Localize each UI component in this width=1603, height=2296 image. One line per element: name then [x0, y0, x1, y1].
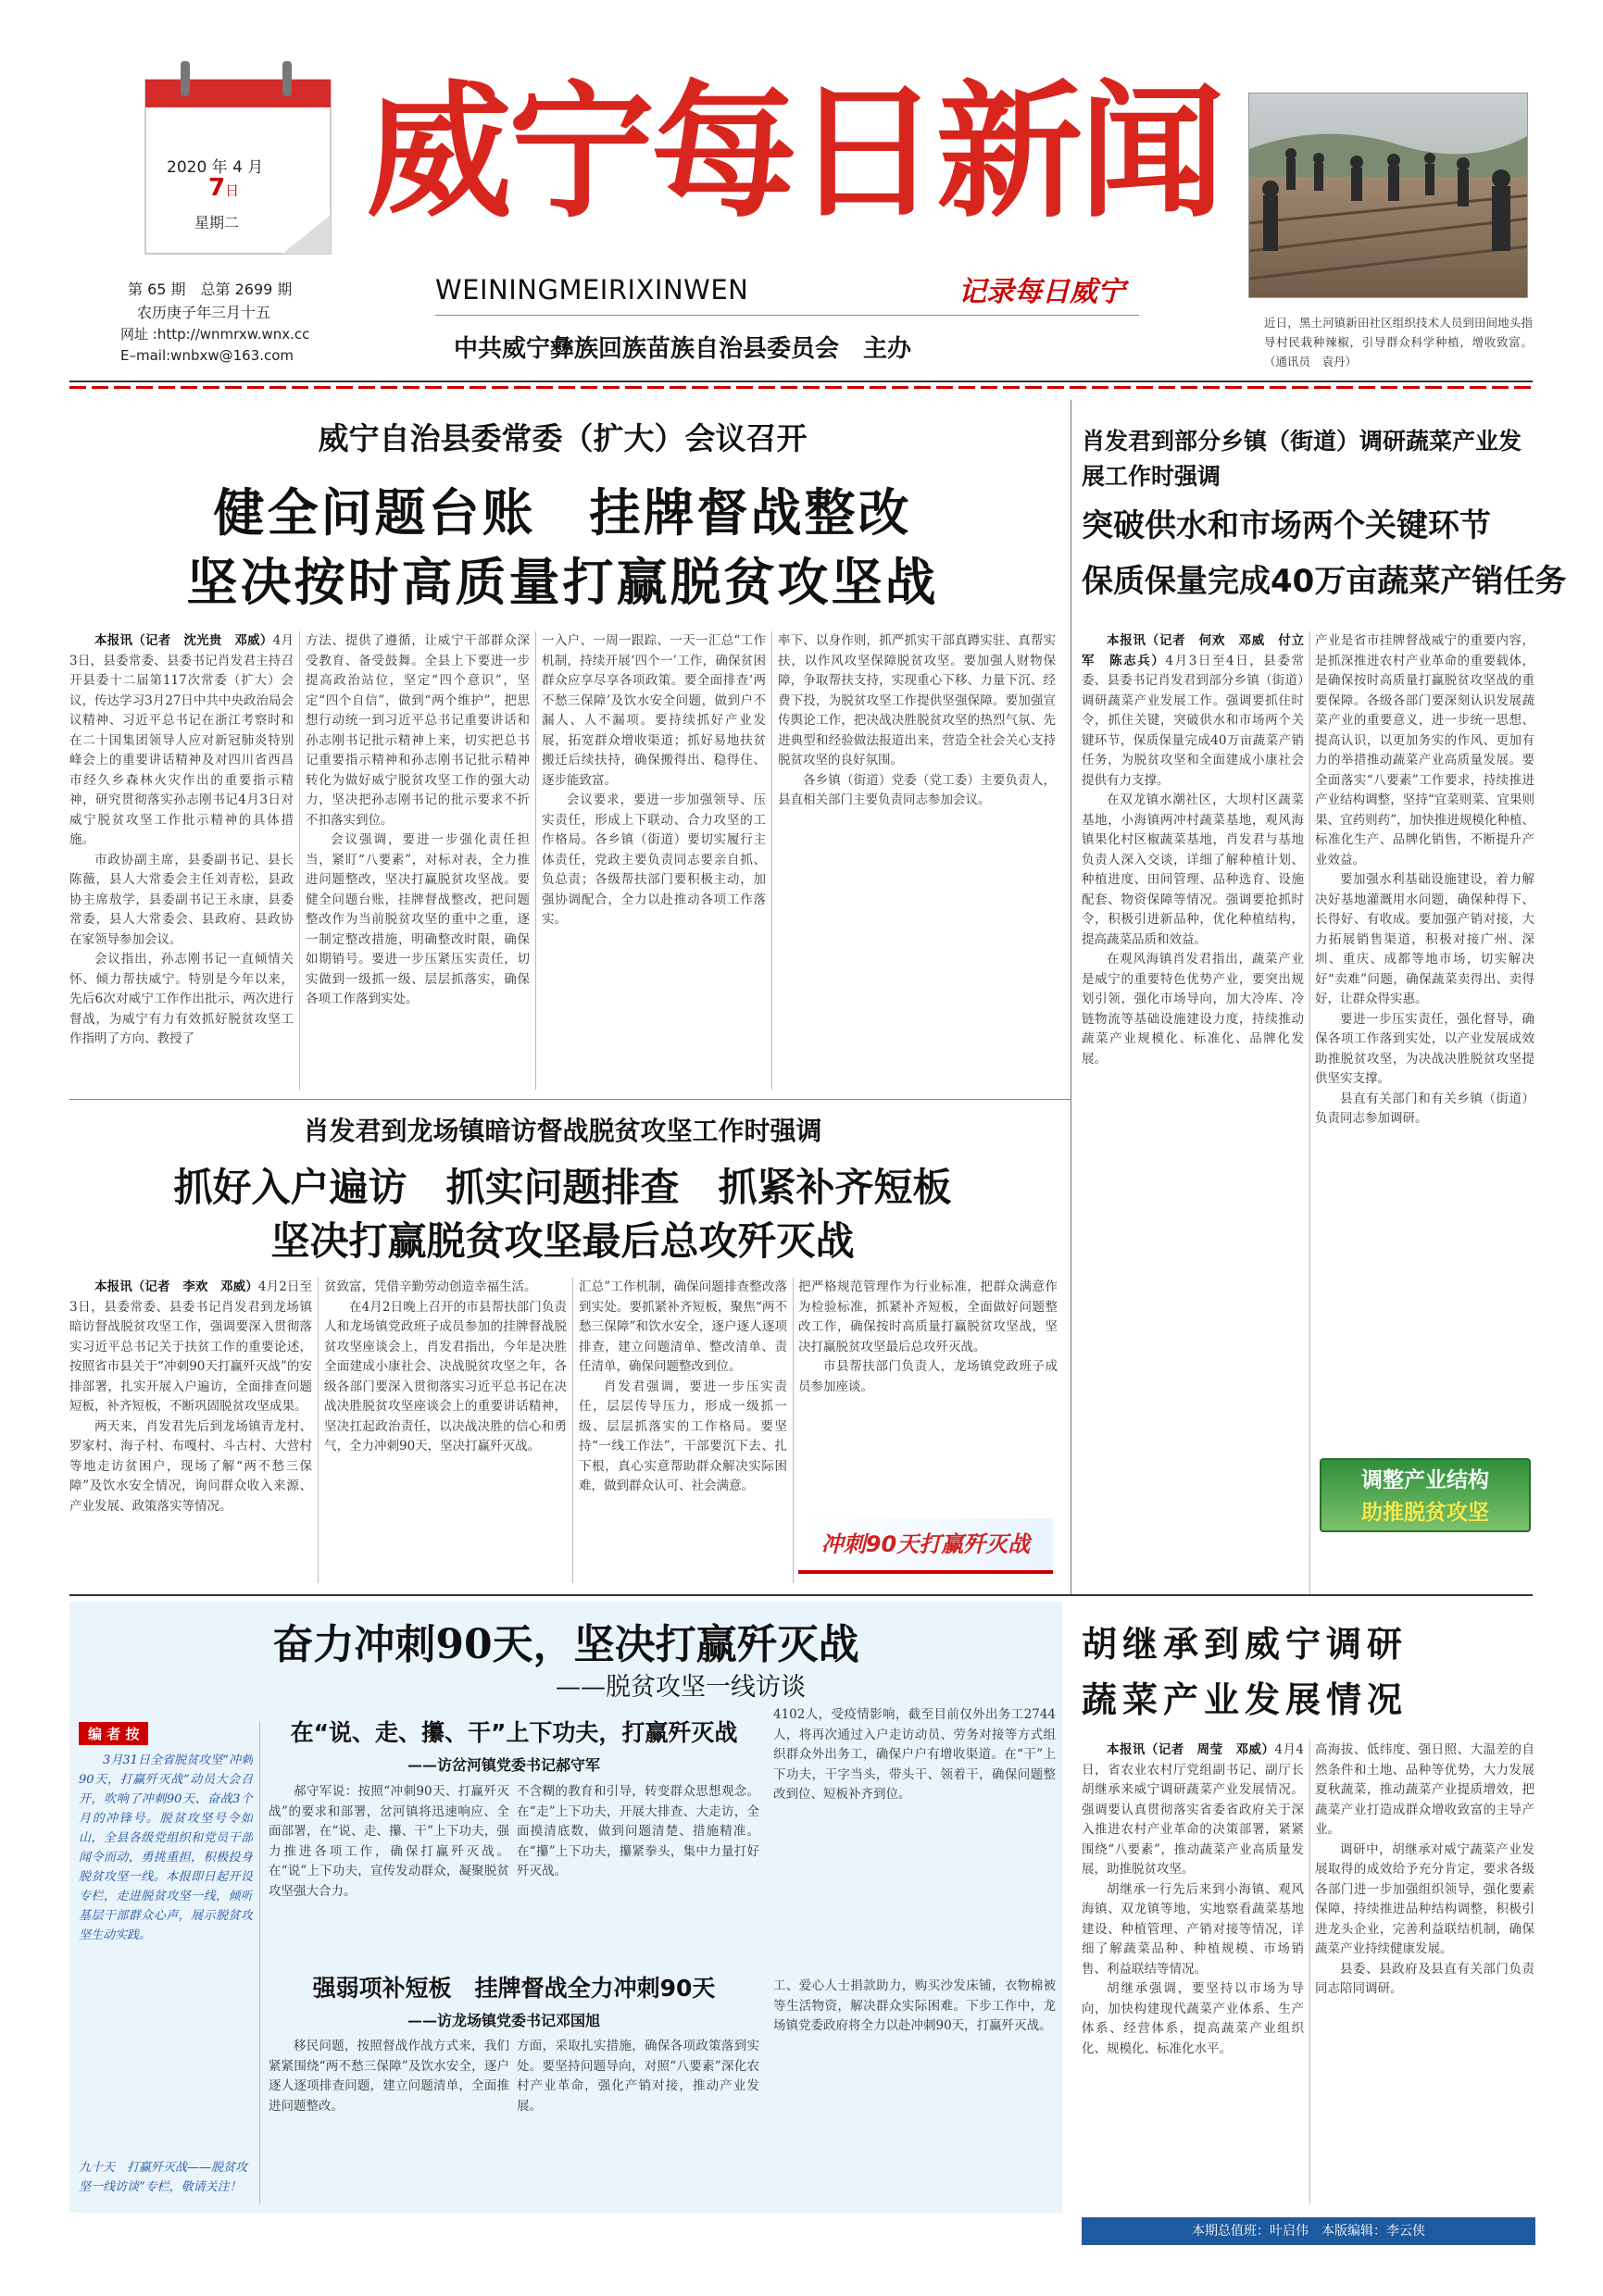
article2-col2 — [1315, 631, 1534, 1451]
editor-note-tail: 九十天 打赢歼灭战——脱贫攻坚一线访谈”专栏，敬请关注！ — [79, 2161, 248, 2194]
article1-kicker: 威宁自治县委常委（扩大）会议召开 — [318, 420, 808, 456]
title-pinyin: WEININGMEIRIXINWEN — [435, 274, 749, 306]
date-day-unit: 日 — [225, 182, 240, 199]
article1-title-line2: 坚决按时高质量打赢脱贫攻坚战 — [186, 553, 939, 612]
article4-col1 — [1082, 1741, 1304, 2203]
article1-col4b: 各乡镇（街道）党委（党工委）主要负责人，县直相关部门主要负责同志参加会议。 — [778, 772, 1056, 807]
article1-col3b: 会议要求，要进一步加强领导、压实责任，形成上下联动、合力攻坚的工作格局。各乡镇（街道）要切实履行主体责任，党政主要负责同志要亲自抓、负总责；各级帮扶部门要积极主动，加强协调配合，全力以赴推动各项工作落实。 — [542, 792, 766, 927]
article2-col1 — [1082, 631, 1304, 1594]
feature-sub1-col2-text: 不含糊的教育和引导，转变群众思想观念。在“走”上下功夫，开展大排查、大走访，全面摸清底数，做到问题清楚、措施精准。在“攥”上下功夫，攥紧拳头，集中力量打好歼灭战。 — [517, 1784, 759, 1878]
article3-col2 — [324, 1278, 567, 1583]
editor-note-label: 编 者 按 — [79, 1722, 148, 1745]
article3-col4b: 市县帮扶部门负责人，龙场镇党政班子成员参加座谈。 — [798, 1359, 1058, 1394]
article1-col3 — [542, 631, 766, 1090]
article1-col1-text: 4月3日，县委常委、县委书记肖发君主持召开县委十二届第117次常委（扩大）会议，传达学习3月27日中共中央政治局会议精神、习近平总书记在浙江考察时和在二十国集团领导人应对新冠肺炎特别峰会上的重要讲话精神及对四川省西昌市经久乡森林火灾作出的重要指示精神，研究贯彻落实孙志刚书记4月3日对威宁脱贫攻坚工作批示精神的具体措施。 — [69, 633, 294, 847]
article4-lede: 本报讯（记者 周莹 邓威） — [1107, 1742, 1275, 1757]
slogan: 记录每日威宁 — [958, 276, 1125, 308]
article4-col2b: 调研中，胡继承对威宁蔬菜产业发展取得的成效给予充分肯定，要求各级各部门进一步加强组织领导，强化要素保障，持续推进品种结构调整，积极引进龙头企业，完善利益联结机制，确保蔬菜产业持续健康发展。 — [1315, 1841, 1534, 1956]
article2-col1c: 在观风海镇肖发君指出，蔬菜产业是威宁的重要特色优势产业，要突出规划引领，强化市场导向，加大冷库、冷链物流等基础设施建设力度，持续推动蔬菜产业规模化、标准化、品牌化发展。 — [1082, 952, 1304, 1067]
feature-sub2-col1 — [269, 2037, 509, 2203]
website: 网址 :http://wnmrxw.wnx.cc — [120, 326, 310, 343]
feature-sub1-title: 在“说、走、攥、干”上下功夫，打赢歼灭战 — [290, 1719, 738, 1746]
article4-col2 — [1315, 1741, 1534, 2203]
article2-lede: 本报讯（记者 何欢 邓威 付立军 陈志兵） — [1082, 633, 1304, 668]
masthead-divider — [435, 315, 1139, 316]
feature-sub1-col2 — [517, 1782, 759, 1958]
article3-badge — [798, 1518, 1053, 1574]
date-day: 7 — [208, 174, 226, 202]
feature-sub1-col1-text: 郝守军说：按照“冲刺90天、打赢歼灭战”的要求和部署，岔河镇将迅速响应、全面部署，在“说、走、攥、干”上下功夫，强力推进各项工作，确保打赢歼灭战。在“说”上下功夫，宣传发动群众，凝聚脱贫攻坚强大合力。 — [269, 1784, 509, 1899]
feature-sub1-col3 — [773, 1705, 1056, 1958]
article2-badge-line2: 助推脱贫攻坚 — [1361, 1501, 1489, 1525]
weekday: 星期二 — [194, 214, 240, 231]
article2-col1-text: 4月3日至4日，县委常委、县委书记肖发君到部分乡镇（街道）调研蔬菜产业发展工作。强调要抓住时令，抓住关键，突破供水和市场两个关键环节，保质保量完成40万亩蔬菜产销任务，为脱贫攻坚和全面建成小康社会提供有力支撑。 — [1082, 653, 1304, 788]
article3-col2b: 在4月2日晚上召开的市县帮扶部门负责人和龙场镇党政班子成员参加的挂牌督战脱贫攻坚座谈会上，肖发君指出，今年是决胜全面建成小康社会、决战脱贫攻坚之年，各级各部门要深入贯彻落实习近平总书记在决战决胜脱贫攻坚座谈会上的重要讲话精神，坚决扛起政治责任，以决战决胜的信心和勇气，全力冲刺90天，坚决打赢歼灭战。 — [324, 1299, 567, 1454]
article3-col3 — [579, 1278, 787, 1583]
article2-col1b: 在双龙镇水潮社区，大坝村区蔬菜基地，小海镇两冲村蔬菜基地，观风海镇果化村区椒蔬菜基地，肖发君与基地负责人深入交谈，详细了解种植计划、种植进度、田间管理、品种选育、设施配套、物资保障等情况。强调要抢抓时令，积极引进新品种，优化种植结构，提高蔬菜品质和效益。 — [1082, 792, 1304, 947]
editor-bar — [1082, 2217, 1535, 2245]
article4-col1-text: 4月4日，省农业农村厅党组副书记、副厅长胡继承来威宁调研蔬菜产业发展情况。强调要认真贯彻落实省委省政府关于深入推进农村产业革命的决策部署，紧紧围绕“八要素”，推动蔬菜产业高质量发展，助推脱贫攻坚。 — [1082, 1742, 1304, 1877]
feature-sub2-col3 — [773, 1977, 1056, 2203]
editor-bar-text: 本期总值班：叶启伟 本版编辑：李云侠 — [1192, 2224, 1425, 2239]
article3-col1b: 两天来，肖发君先后到龙场镇青龙村、罗家村、海子村、布嘎村、斗古村、大营村等地走访贫困户，现场了解“两不愁三保障”及饮水安全情况，询问群众收入来源、产业发展、政策落实等情况。 — [69, 1418, 312, 1514]
article4-col1c: 胡继承强调，要坚持以市场为导向，加快构建现代蔬菜产业体系、生产体系、经营体系，提高蔬菜产业组织化、规模化、标准化水平。 — [1082, 1981, 1304, 2056]
feature-sub1-byline: ——访岔河镇党委书记郝守军 — [407, 1756, 601, 1774]
article2-col2d: 县直有关部门和有关乡镇（街道）负责同志参加调研。 — [1315, 1091, 1534, 1126]
article1-col4-text: 率下、以身作则，抓严抓实干部真蹲实驻、真帮实扶，以作风攻坚保障脱贫攻坚。要加强人财物保障，争取帮扶支持，实现重心下移、力量下沉、经费下投，为脱贫攻坚工作提供坚强保障。要加强宣传舆论工作，把决战决胜脱贫攻坚的热烈气氛、先进典型和经验做法报道出来，营造全社会关心支持脱贫攻坚的良好氛围。 — [778, 633, 1056, 767]
feature-title: 奋力冲刺90天，坚决打赢歼灭战 — [272, 1621, 859, 1668]
newspaper-title: 威宁每日新闻 — [366, 68, 1221, 238]
feature-sub2-byline: ——访龙场镇党委书记邓国旭 — [407, 2012, 601, 2029]
feature-sub1-col3-text: 4102人，受疫情影响，截至目前仅外出务工2744人，将再次通过入户走访动员、劳务对接等方式组织群众外出务工，确保户户有增收渠道。在“干”上下功夫，干字当头，带头干、领着干，确保问题整改到位、短板补齐到位。 — [773, 1707, 1056, 1802]
feature-sub2-title: 强弱项补短板 挂牌督战全力冲刺90天 — [312, 1975, 716, 2002]
feature-sub1-col1 — [269, 1782, 509, 1958]
front-photo — [1248, 93, 1528, 298]
article3-col3b: 肖发君强调，要进一步压实责任，层层传导压力，形成一级抓一级、层层抓落实的工作格局。要坚持“一线工作法”，干部要沉下去、扎下根，真心实意帮助群众解决实际困难，做到群众认可、社会满意。 — [579, 1379, 787, 1493]
article3-col3-text: 汇总”工作机制，确保问题排查整改落到实处。要抓紧补齐短板，聚焦“两不愁三保障”和饮水安全，逐户逐人逐项排查，建立问题清单、整改清单、责任清单，确保问题整改到位。 — [579, 1279, 787, 1374]
article2-badge-line1: 调整产业结构 — [1361, 1468, 1489, 1492]
article4-col2-text: 高海拔、低纬度、强日照、大温差的自然条件和土地、品种等优势，大力发展夏秋蔬菜，推动蔬菜产业提质增效，把蔬菜产业打造成群众增收致富的主导产业。 — [1315, 1742, 1534, 1837]
article2-col2c: 要进一步压实责任，强化督导，确保各项工作落到实处，以产业发展成效助推脱贫攻坚，为决战决胜脱贫攻坚提供坚实支撑。 — [1315, 1011, 1534, 1086]
article1-col1 — [69, 631, 294, 1090]
article2-title-line1: 突破供水和市场两个关键环节 — [1082, 507, 1491, 544]
feature-sub2-col1-text: 移民问题，按照督战作战方式来，我们紧紧围绕“两不愁三保障”及饮水安全，逐户逐人逐项排查问题，建立问题清单，全面推进问题整改。 — [269, 2039, 509, 2114]
article3-col2-text: 贫致富，凭借辛勤劳动创造幸福生活。 — [324, 1279, 537, 1294]
article3-col1 — [69, 1278, 312, 1583]
article4-col1b: 胡继承一行先后来到小海镇、观风海镇、双龙镇等地，实地察看蔬菜基地建设、种植管理、产销对接等情况，详细了解蔬菜品种、种植规模、市场销售、利益联结等情况。 — [1082, 1881, 1304, 1977]
article1-title-line1: 健全问题台账 挂牌督战整改 — [213, 483, 912, 543]
article2-title-line2: 保质保量完成40万亩蔬菜产销任务 — [1082, 563, 1567, 600]
lunar-date: 农历庚子年三月十五 — [137, 304, 271, 321]
article3-kicker: 肖发君到龙场镇暗访督战脱贫攻坚工作时强调 — [303, 1116, 822, 1146]
article3-badge-text: 冲刺90天打赢歼灭战 — [820, 1531, 1031, 1557]
feature-subtitle: ——脱贫攻坚一线访谈 — [556, 1673, 806, 1702]
article1-col2-text: 方法、提供了遵循，让威宁干部群众深受教育、备受鼓舞。全县上下要进一步提高政治站位，坚定“四个意识”，坚定“四个自信”，做到“两个维护”，把思想行动统一到习近平总书记重要讲话和孙志刚书记批示精神上来，切实把总书记重要指示精神和孙志刚书记批示精神转化为做好威宁脱贫攻坚工作的强大动力，坚决把孙志刚书记的批示要求不折不扣落实到位。 — [306, 633, 530, 828]
masthead-rule-decor — [69, 386, 1533, 389]
article1-col2 — [306, 631, 530, 1090]
feature-sub2-col2 — [517, 2037, 759, 2203]
email: E–mail:wnbxw@163.com — [120, 347, 294, 364]
sponsor: 中共威宁彝族回族苗族自治县委员会 主办 — [454, 335, 912, 363]
article2-col2-text: 产业是省市挂牌督战威宁的重要内容，是抓深推进农村产业革命的重要载体，是确保按时高质量打赢脱贫攻坚战的重要保障。各级各部门要深刻认识发展蔬菜产业的重要意义，进一步统一思想、提高认识，以更加务实的作风、更加有力的举措推动蔬菜产业高质量发展。要全面落实“八要素”工作要求，持续推进产业结构调整，坚持“宜菜则菜、宜果则果、宜药则药”，加快推进规模化种植、标准化生产、品牌化销售，不断提升产业效益。 — [1315, 633, 1534, 867]
masthead-rule — [69, 381, 1533, 382]
editor-note-text: 3月31日全省脱贫攻坚“冲刺90天，打赢歼灭战”动员大会召开，吹响了冲刺90天、奋战3个月的冲锋号。脱贫攻坚号令如山，全县各级党组织和党员干部闻令而动，勇挑重担，积极投身脱贫攻坚一线。本报即日起开设专栏，走进脱贫攻坚一线，倾听基层干部群众心声，展示脱贫攻坚生动实践。 — [79, 1753, 253, 1942]
article2-col2b: 要加强水利基础设施建设，着力解决好基地灌溉用水问题，确保种得下、长得好、有收成。要加强产销对接，大力拓展销售渠道，积极对接广州、深圳、重庆、成都等地市场，切实解决好“卖难”问题，确保蔬菜卖得出、卖得好，让群众得实惠。 — [1315, 872, 1534, 1006]
article2-badge — [1320, 1458, 1531, 1532]
article3-col4 — [798, 1278, 1058, 1509]
article4-col2c: 县委、县政府及县直有关部门负责同志陪同调研。 — [1315, 1961, 1534, 1996]
article1-col1c: 会议指出，孙志刚书记一直倾情关怀、倾力帮扶威宁。特别是今年以来，先后6次对威宁工作作出批示，两次进行督战，为威宁有力有效抓好脱贫攻坚工作指明了方向、教授了 — [69, 952, 294, 1046]
article3-col4-text: 把严格规范管理作为行业标准，把群众满意作为检验标准，抓紧补齐短板，全面做好问题整改工作，确保按时高质量打赢脱贫攻坚战，坚决打赢脱贫攻坚最后总攻歼灭战。 — [798, 1279, 1058, 1354]
feature-sub2-col2-text: 方面，采取扎实措施，确保各项政策落到实处。要坚持问题导向，对照“八要素”深化农村产业革命，强化产销对接，推动产业发展。 — [517, 2039, 759, 2114]
issue-number: 第 65 期 总第 2699 期 — [128, 281, 293, 298]
article3-title-line2: 坚决打赢脱贫攻坚最后总攻歼灭战 — [270, 1218, 855, 1264]
date-year-month: 2020 年 4 月 — [167, 158, 264, 177]
article1-col1b: 市政协副主席，县委副书记、县长陈薇，县人大常委会主任刘青松，县政协主席敖学，县委副书记王永康，县委常委，县人大常委会、县政府、县政协在家领导参加会议。 — [69, 852, 294, 947]
feature-sub2-col3-text: 工、爱心人士捐款助力，购买沙发床铺，衣物棉被等生活物资，解决群众实际困难。下步工作中，龙场镇党委政府将全力以赴冲刺90天，打赢歼灭战。 — [773, 1978, 1056, 2033]
article1-col2b: 会议强调，要进一步强化责任担当，紧盯“八要素”，对标对表，全力推进问题整改，坚决打赢脱贫攻坚战。要健全问题台账，挂牌督战整改，把问题整改作为当前脱贫攻坚的重中之重，逐一制定整改措施，明确整改时限，确保如期销号。要进一步压紧压实责任，切实做到一级抓一级、层层抓落实，确保各项工作落到实处。 — [306, 832, 530, 1006]
article4-kicker: 胡继承到威宁调研 — [1082, 1624, 1409, 1665]
article3-title-line1: 抓好入户遍访 抓实问题排查 抓紧补齐短板 — [173, 1165, 952, 1210]
article1-col4 — [778, 631, 1056, 1090]
photo-caption: 近日，黑土河镇新田社区组织技术人员到田间地头指导村民栽种辣椒，引导群众科学种植，增收致富。（通讯员 袁丹） — [1264, 316, 1533, 368]
date-day-row — [208, 174, 239, 202]
article1-col3-text: 一入户、一周一跟踪、一天一汇总“工作机制，持续开展‘四个一’工作，确保贫困群众应享尽享各项政策。要全面排查‘两不愁三保障’及饮水安全问题，做到户不漏人、人不漏项。要持续抓好产业发展，拓宽群众增收渠道；抓好易地扶贫搬迁后续扶持，确保搬得出、稳得住、逐步能致富。 — [542, 633, 766, 788]
editor-note-box — [79, 1722, 253, 2203]
article2-kicker: 肖发君到部分乡镇（街道）调研蔬菜产业发展工作时强调 — [1082, 428, 1522, 490]
article4-title-line2: 蔬菜产业发展情况 — [1082, 1679, 1409, 1720]
article3-lede: 本报讯（记者 李欢 邓威） — [94, 1279, 258, 1294]
article3-col1-text: 4月2日至3日，县委常委、县委书记肖发君到龙场镇暗访督战脱贫攻坚工作，强调要深入贯彻落实习近平总书记关于扶贫工作的重要论述，按照省市县关于“冲刺90天打赢歼灭战”的安排部署，扎实开展入户遍访，全面排查问题短板，补齐短板，不断巩固脱贫攻坚成果。 — [69, 1279, 312, 1414]
article1-lede: 本报讯（记者 沈光贵 邓威） — [94, 633, 273, 648]
